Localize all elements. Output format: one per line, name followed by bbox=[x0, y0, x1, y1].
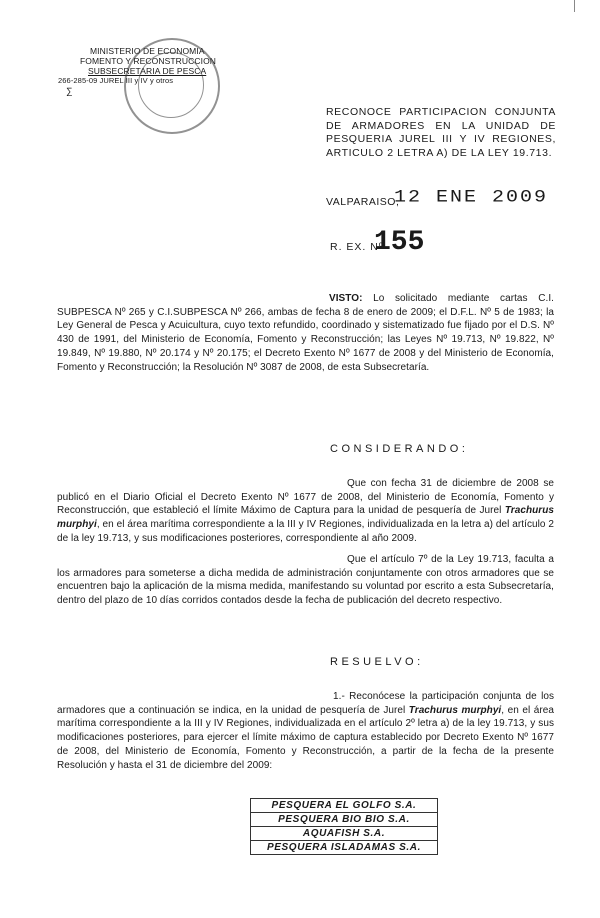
resuelvo-1-text-b: , en el área marítima correspondiente a la III y IV Regiones, individualizada en el artículo 2º letra a) de la ley 19.713, y sus modificaciones posteriores, para ejercer el límite máximo de captura establecido por Decreto Exento Nº 1677 de 2008, del Ministerio de Economía, Fomento y Reconstrucción, a partir de la fecha de la presente Resolución y hasta el 31 de diciembre del 2009: bbox=[57, 704, 554, 771]
date-stamp: 12 ENE 2009 bbox=[394, 187, 549, 208]
resolution-label: R. EX. Nº bbox=[330, 241, 384, 253]
letterhead-ministry-2: FOMENTO Y RECONSTRUCCION bbox=[80, 56, 217, 66]
letterhead-initials: ∑ bbox=[66, 86, 73, 96]
table-row bbox=[251, 813, 438, 827]
table-row bbox=[251, 799, 438, 813]
resuelvo-heading: RESUELVO: bbox=[330, 656, 424, 668]
table-row bbox=[251, 827, 438, 841]
margin-mark bbox=[574, 0, 575, 12]
letterhead-reference: 266-285-09 JUREL III y IV y otros bbox=[58, 76, 174, 85]
considerando-1-text-b: , en el área marítima correspondiente a la III y IV Regiones, individualizada en la letra a) del artículo 2 de la ley 19.713, y sus modificaciones posteriores, correspondiente al año 2009. bbox=[57, 519, 554, 544]
visto-paragraph bbox=[57, 292, 554, 374]
place-label: VALPARAISO, bbox=[326, 196, 400, 208]
table-row bbox=[251, 841, 438, 855]
armador-cell: PESQUERA EL GOLFO S.A. bbox=[251, 799, 438, 813]
resuelvo-1-text-a: 1.- Reconócese la participación conjunta de los armadores que a continuación se indica, en la unidad de pesquería de Jurel bbox=[57, 691, 554, 716]
considerando-1-text-a: Que con fecha 31 de diciembre de 2008 se publicó en el Diario Oficial el Decreto Exento Nº 1677 de 2008, del Ministerio de Economía, Fomento y Reconstrucción, que estableció el límite Máximo de Captura para la unidad de pesquería de Jurel bbox=[57, 478, 554, 517]
visto-label: VISTO: bbox=[329, 293, 363, 304]
visto-text: Lo solicitado mediante cartas C.I. SUBPESCA Nº 265 y C.I.SUBPESCA Nº 266, ambas de fecha 8 de enero de 2009; el D.F.L. Nº 5 de 1983; la Ley General de Pesca y Acuicultura, cuyo texto refundido, coordinado y sistematizado fue fijado por el D.S. Nº 430 de 1991, del Ministerio de Economía, Fomento y Reconstrucción; las Leyes Nº 19.713, Nº 19.822, Nº 19.849, Nº 19.880, Nº 20.174 y Nº 20.175; el Decreto Exento Nº 1677 de 2008 y del Ministerio de Economía, Fomento y Reconstrucción; la Resolución Nº 3087 de 2008, de esta Subsecretaría. bbox=[57, 293, 554, 373]
resuelvo-paragraph-1 bbox=[57, 690, 554, 772]
armadores-table bbox=[250, 798, 438, 855]
document-subject: RECONOCE PARTICIPACION CONJUNTA DE ARMADORES EN LA UNIDAD DE PESQUERIA JUREL III Y IV REGIONES, ARTICULO 2 LETRA A) DE LA LEY 19.713. bbox=[326, 106, 556, 159]
letterhead-ministry: MINISTERIO DE ECONOMIA bbox=[90, 46, 205, 56]
considerando-2-text: Que el artículo 7º de la Ley 19.713, faculta a los armadores para someterse a dicha medida de administración conjuntamente con otros armadores que se encuentren bajo la aplicación de la misma medida, manifestando su voluntad por escrito a esta Subsecretaría, dentro del plazo de 10 días corridos contados desde la fecha de publicación del decreto respectivo. bbox=[57, 554, 554, 607]
considerando-heading: CONSIDERANDO: bbox=[330, 443, 469, 455]
armador-cell: PESQUERA ISLADAMAS S.A. bbox=[251, 841, 438, 855]
resuelvo-1-species: Trachurus murphyi bbox=[408, 704, 502, 716]
considerando-1-species: Trachurus murphyi bbox=[57, 505, 554, 531]
letterhead-subsecretaria: SUBSECRETARIA DE PESCA bbox=[88, 66, 207, 76]
considerando-paragraph-1 bbox=[57, 477, 554, 546]
armador-cell: PESQUERA BIO BIO S.A. bbox=[251, 813, 438, 827]
official-seal-inner bbox=[138, 52, 204, 118]
considerando-paragraph-2 bbox=[57, 553, 554, 608]
resolution-number: 155 bbox=[374, 227, 425, 258]
armador-cell: AQUAFISH S.A. bbox=[251, 827, 438, 841]
official-seal bbox=[124, 38, 220, 134]
